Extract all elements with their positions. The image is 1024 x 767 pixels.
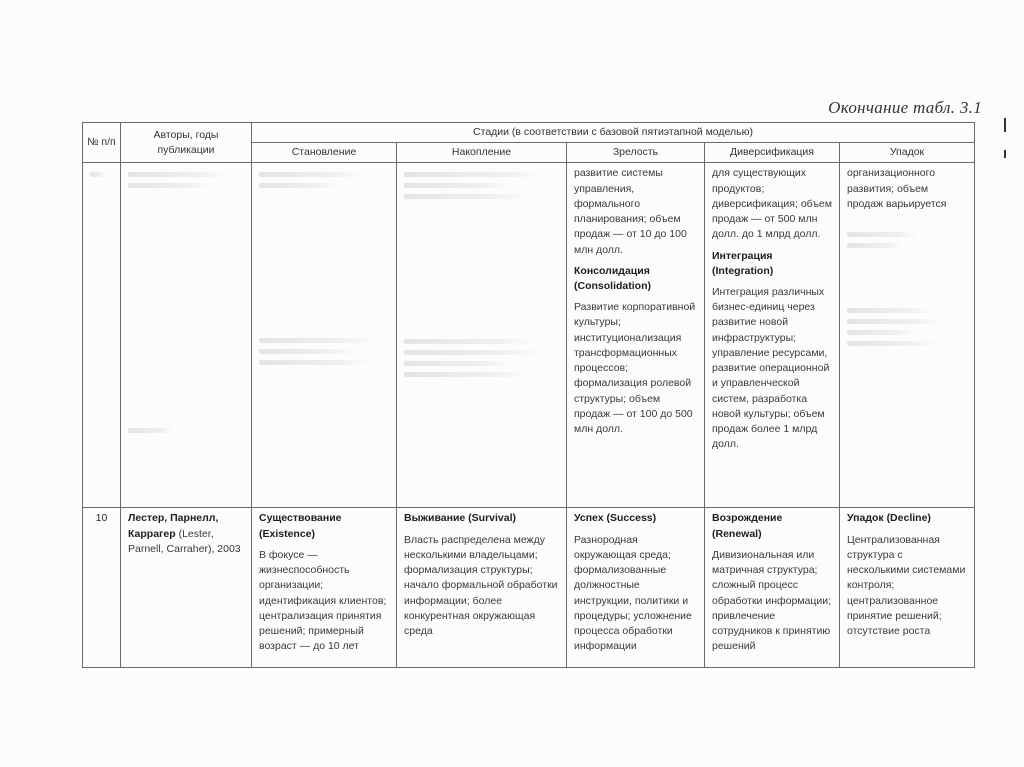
show-through-text — [128, 183, 209, 188]
formation-title: Существование (Existence) — [259, 512, 342, 540]
maturity-title: Успех (Success) — [574, 512, 657, 525]
table-row-continued — [83, 163, 975, 508]
show-through-text — [259, 172, 363, 177]
show-through-text — [404, 372, 528, 377]
cell-accumulation — [397, 508, 567, 668]
cell-row-number: 10 — [83, 508, 121, 668]
show-through-text — [259, 360, 370, 365]
show-through-text — [847, 232, 919, 237]
maturity-text-1: развитие системы управления, формального планирования; объем продаж — от 10 до 100 млн долл. — [574, 167, 687, 256]
cell-diversification-continued — [705, 163, 840, 508]
show-through-text — [847, 341, 937, 346]
page-edge-mark — [1004, 118, 1006, 132]
diversification-title: Возрождение (Renewal) — [712, 512, 783, 540]
cell-authors-empty — [121, 163, 252, 508]
show-through-text — [90, 172, 104, 177]
maturity-text-2: Развитие корпоративной культуры; институционализация трансформационных процессов; формализация ролевой структуры; объем продаж — от 100 до 500 млн долл. — [574, 301, 696, 435]
maturity-text: Разнородная окружающая среда; формализованные должностные инструкции, политики и процедуры; усложнение процесса обработки информации — [574, 533, 692, 653]
cell-maturity-continued — [567, 163, 705, 508]
cell-formation — [252, 508, 397, 668]
cell-accumulation-empty — [397, 163, 567, 508]
show-through-text — [259, 183, 337, 188]
show-through-text — [847, 308, 931, 313]
show-through-text — [847, 243, 901, 248]
cell-authors — [121, 508, 252, 668]
show-through-text — [404, 339, 536, 344]
authors-names: Лестер, Парнелл, Каррагер — [128, 512, 219, 540]
cell-formation-empty — [252, 163, 397, 508]
cell-num-empty — [83, 163, 121, 508]
accumulation-text: Власть распределена между несколькими владельцами; формализация структуры; начало формальной обработки информации; более конкурентная окружающая среда — [404, 533, 558, 637]
table-row-10 — [83, 508, 975, 668]
show-through-text — [404, 194, 528, 199]
diversification-text-1: для существующих продуктов; диверсификация; объем продаж — от 500 млн долл. до 1 млрд долл. — [712, 167, 832, 241]
decline-text: Централизованная структура с несколькими системами контроля; централизованное принятие решений; отсутствие роста — [847, 533, 966, 637]
show-through-text — [404, 172, 544, 177]
show-through-text — [259, 349, 357, 354]
header-stages-group: Стадии (в соответствии с базовой пятиэтапной моделью) — [252, 123, 975, 143]
show-through-text — [847, 330, 913, 335]
stages-table — [82, 122, 975, 668]
show-through-text — [404, 361, 513, 366]
header-stage-decline: Упадок — [840, 143, 975, 163]
diversification-title-2: Интеграция (Integration) — [712, 249, 774, 277]
show-through-text — [259, 338, 376, 343]
header-stage-formation: Становление — [252, 143, 397, 163]
diversification-text-2: Интеграция различных бизнес-единиц через развитие новой инфраструктуры; управление ресурсами, развитие операционной и управленческой систем, разработка новой культуры; объем продаж более 1 млрд долл. — [712, 285, 830, 451]
cell-maturity — [567, 508, 705, 668]
show-through-text — [128, 172, 227, 177]
decline-title: Упадок (Decline) — [847, 512, 931, 525]
show-through-text — [404, 350, 544, 355]
header-num: № п/п — [83, 123, 121, 163]
header-authors: Авторы, годы публикации — [121, 123, 252, 163]
cell-diversification — [705, 508, 840, 668]
maturity-title-2: Консолидация (Consolidation) — [574, 264, 651, 292]
show-through-text — [847, 319, 943, 324]
cell-decline — [840, 508, 975, 668]
authors-latin-year: (Lester, Parnell, Carraher), 2003 — [128, 527, 241, 555]
cell-decline-continued — [840, 163, 975, 508]
header-stage-diversification: Диверсификация — [705, 143, 840, 163]
header-stage-accumulation: Накопление — [397, 143, 567, 163]
accumulation-title: Выживание (Survival) — [404, 512, 517, 525]
header-stage-maturity: Зрелость — [567, 143, 705, 163]
diversification-text: Дивизиональная или матричная структура; сложный процесс обработки информации; привлечение сотрудников к принятию решений — [712, 548, 832, 653]
show-through-text — [128, 428, 174, 433]
decline-text-1: организационного развития; объем продаж варьируется — [847, 167, 947, 210]
show-through-text — [404, 183, 513, 188]
table-caption: Окончание табл. 3.1 — [828, 98, 982, 117]
page-edge-mark — [1004, 150, 1006, 158]
formation-text: В фокусе — жизнеспособность организации; идентификация клиентов; централизация принятия решений; примерный возраст — до 10 лет — [259, 548, 387, 653]
